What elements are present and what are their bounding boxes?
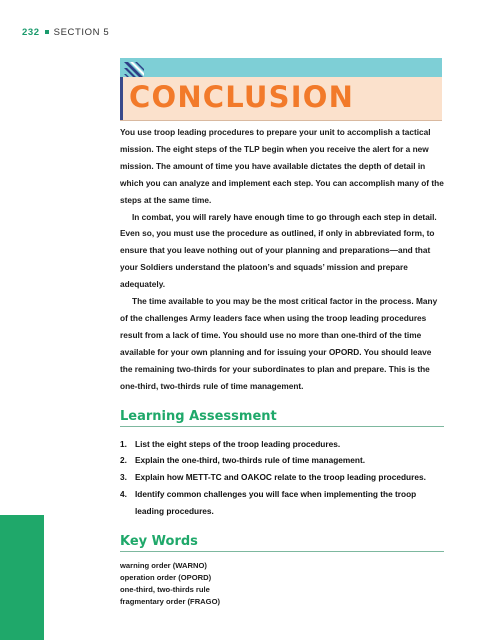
key-word-item: operation order (OPORD)	[120, 573, 212, 583]
main-content	[120, 124, 444, 608]
list-item: 4. Identify common challenges you will face when implementing the troop leading procedures.	[120, 489, 417, 517]
conclusion-paragraph-2: In combat, you will rarely have enough time to go through each step in detail. Even so, you must use the procedure as outlined, if only in abbreviated form, to ensure that you leave nothing out of your planning and preparations—and that your Soldiers understand the platoon’s and squads’ mission and prepare adequately.	[120, 211, 437, 290]
list-item: 3. Explain how METT-TC and OAKOC relate to the troop leading procedures.	[120, 472, 426, 483]
conclusion-banner	[120, 77, 442, 121]
list-item: 1. List the eight steps of the troop leading procedures.	[120, 438, 341, 449]
key-words-heading: Key Words	[120, 534, 444, 552]
conclusion-paragraph-3: The time available to you may be the most critical factor in the process. Many of the challenges Army leaders face when using the troop leading procedures result from a lack of time. You should use no more than one-third of the time available for your own planning and for issuing your OPORD. You should leave the remaining two-thirds for your subordinates to plan and prepare. This is the one-third, two-thirds rule of time management.	[120, 296, 438, 391]
key-words-list	[120, 560, 444, 608]
banner-teal-strip	[120, 58, 442, 77]
key-word-item: fragmentary order (FRAGO)	[120, 597, 220, 607]
key-word-item: one-third, two-thirds rule	[120, 585, 210, 595]
banner-edge	[120, 77, 123, 120]
conclusion-title: CONCLUSION	[129, 80, 355, 114]
section-label: SECTION 5	[53, 27, 110, 38]
conclusion-paragraph-1: You use troop leading procedures to prepare your unit to accomplish a tactical mission. The eight steps of the TLP begin when you receive the alert for a new mission. The amount of time you have available dictates the depth of detail in which you can analyze and implement each step. You can accomplish many of the steps at the same time.	[120, 127, 444, 205]
header-bullet	[45, 30, 49, 34]
list-item: 2. Explain the one-third, two-thirds rule of time management.	[120, 455, 366, 466]
key-word-item: warning order (WARNO)	[120, 561, 207, 571]
page-number: 232	[22, 27, 40, 38]
learning-assessment-heading: Learning Assessment	[120, 409, 444, 427]
learning-assessment-list	[120, 436, 444, 521]
running-header	[22, 27, 109, 38]
side-color-bar	[0, 515, 44, 640]
